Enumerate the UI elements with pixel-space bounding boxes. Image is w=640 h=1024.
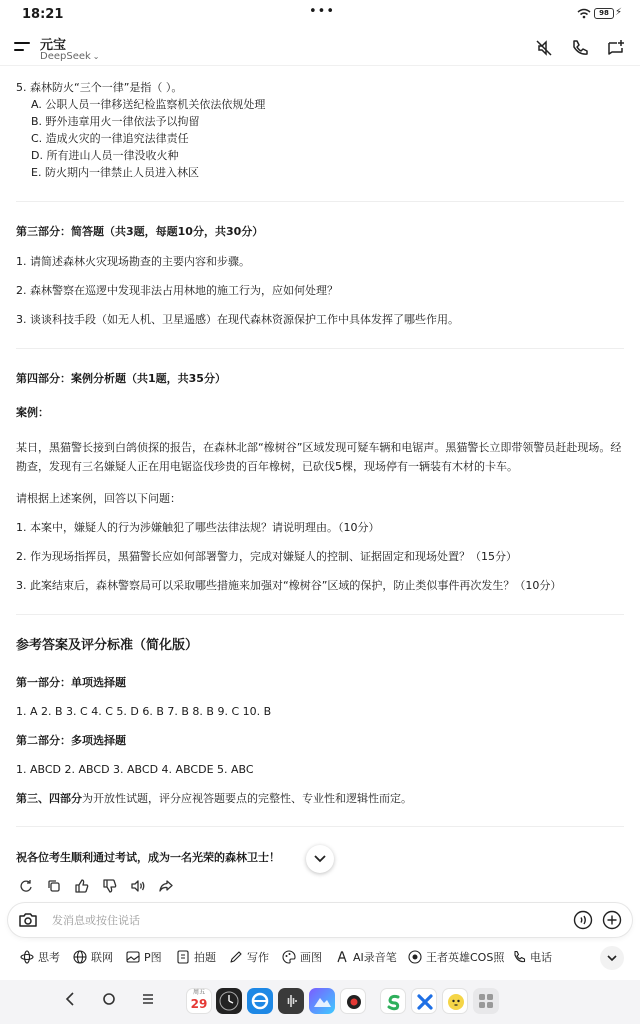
tool-cos-photo[interactable] — [408, 949, 504, 965]
case-label: 案例： — [16, 406, 49, 419]
think-icon — [20, 950, 34, 964]
message-input-placeholder[interactable]: 发消息或按住说话 — [52, 914, 140, 927]
mute-icon[interactable] — [533, 37, 555, 59]
answers-heading: 参考答案及评分标准（简化版） — [16, 638, 199, 653]
divider — [16, 614, 624, 615]
part4-question-1: 1. 本案中，嫌疑人的行为涉嫌触犯了哪些法律法规？请说明理由。（10分） — [16, 521, 380, 534]
camera-app-icon[interactable] — [340, 988, 366, 1014]
lens-icon — [341, 989, 367, 1015]
tool-writing[interactable] — [229, 949, 269, 965]
tool-ai-recorder[interactable] — [335, 949, 397, 965]
part3-question-2: 2. 森林警察在巡逻中发现非法占用林地的施工行为，应如何处理？ — [16, 284, 338, 297]
tool-label: 联网 — [91, 951, 113, 964]
x-app-icon[interactable] — [411, 988, 437, 1014]
share-icon[interactable] — [158, 878, 174, 894]
message-input-bar[interactable] — [8, 903, 632, 937]
home-icon[interactable] — [102, 992, 116, 1006]
yuanbao-app-icon[interactable] — [442, 988, 468, 1014]
green-app-icon[interactable] — [380, 988, 406, 1014]
closing-line: 祝各位考生顺利通过考试，成为一名光荣的森林卫士！ — [16, 851, 280, 864]
menu-icon[interactable] — [14, 40, 30, 54]
browser-icon — [247, 988, 273, 1014]
app-drawer-icon[interactable] — [473, 988, 499, 1014]
tool-label: 思考 — [38, 951, 60, 964]
voice-icon[interactable] — [573, 910, 593, 930]
thumbs-up-icon[interactable] — [74, 878, 90, 894]
answers-part1-label: 第一部分：单项选择题 — [16, 676, 126, 689]
answers-part34-label: 第三、四部分 — [16, 792, 82, 805]
tool-think[interactable] — [20, 949, 60, 965]
clock-icon — [216, 988, 242, 1014]
answers-part34-text: 为开放性试题，评分应视答题要点的完整性、专业性和逻辑性而定。 — [82, 792, 412, 805]
mountain-icon — [309, 988, 335, 1014]
tool-label: AI录音笔 — [353, 951, 397, 964]
part3-question-3: 3. 谈谈科技手段（如无人机、卫星遥感）在现代森林资源保护工作中具体发挥了哪些作用。 — [16, 313, 459, 326]
answers-part34 — [16, 791, 412, 807]
tool-photo-question[interactable] — [176, 949, 216, 965]
tool-image-edit[interactable] — [126, 949, 162, 965]
pen-icon — [229, 950, 243, 964]
recents-icon[interactable] — [141, 992, 155, 1006]
phone-icon — [512, 950, 526, 964]
part4-question-2: 2. 作为现场指挥员，黑猫警长应如何部署警力，完成对嫌疑人的控制、证据固定和现场处置？（15分） — [16, 550, 517, 563]
refresh-icon[interactable] — [18, 878, 34, 894]
question-5-stem: 5. 森林防火“三个一律”是指（ ）。 — [16, 81, 183, 94]
tool-label: P图 — [144, 951, 162, 964]
ai-recorder-icon — [335, 950, 349, 964]
new-chat-icon[interactable] — [605, 37, 627, 59]
document-scan-icon — [176, 950, 190, 964]
tools-expand-button[interactable] — [600, 946, 624, 970]
case-prompt: 请根据上述案例，回答以下问题： — [16, 492, 181, 505]
plus-icon[interactable] — [602, 910, 622, 930]
part4-heading: 第四部分：案例分析题（共1题，共35分） — [16, 372, 226, 385]
chevron-down-icon: ⌄ — [92, 52, 100, 61]
status-time: 18:21 — [22, 7, 64, 22]
system-dock — [0, 980, 640, 1024]
swirl-icon — [381, 989, 407, 1015]
option-e: E. 防火期内一律禁止人员进入林区 — [31, 166, 199, 179]
calendar-weekday: 周五 — [192, 989, 205, 996]
chevron-down-icon — [607, 955, 617, 962]
part3-heading: 第三部分：简答题（共3题，每题10分，共30分） — [16, 225, 264, 238]
sound-wave-icon — [278, 988, 304, 1014]
charging-icon: ⚡ — [615, 7, 623, 18]
tool-label: 电话 — [530, 951, 552, 964]
x-logo-icon — [412, 989, 438, 1015]
divider — [16, 348, 624, 349]
part3-question-1: 1. 请简述森林火灾现场勘查的主要内容和步骤。 — [16, 255, 250, 268]
calendar-day: 29 — [190, 997, 208, 1011]
back-icon[interactable] — [64, 992, 76, 1006]
model-name: DeepSeek — [40, 51, 91, 62]
model-selector[interactable] — [40, 51, 100, 62]
chick-icon — [443, 989, 469, 1015]
image-icon — [126, 950, 140, 964]
tool-label: 画图 — [300, 951, 322, 964]
tool-web[interactable] — [73, 949, 113, 965]
option-b: B. 野外违章用火一律依法予以拘留 — [31, 115, 200, 128]
chevron-down-icon — [314, 855, 326, 863]
part4-question-3: 3. 此案结束后，森林警察局可以采取哪些措施来加强对“橡树谷”区域的保护，防止类似事件再次发生？（10分） — [16, 579, 562, 592]
tool-label: 写作 — [247, 951, 269, 964]
camera-icon[interactable] — [18, 910, 38, 930]
browser-app-icon[interactable] — [247, 988, 273, 1014]
speaker-icon[interactable] — [130, 878, 146, 894]
more-dots-icon[interactable]: ••• — [309, 4, 336, 19]
option-a: A. 公职人员一律移送纪检监察机关依法依规处理 — [31, 98, 266, 111]
scroll-down-button[interactable] — [306, 845, 334, 873]
chat-header — [0, 30, 640, 66]
tools-bar — [0, 945, 640, 971]
option-c: C. 造成火灾的一律追究法律责任 — [31, 132, 189, 145]
game-badge-icon — [408, 950, 422, 964]
tool-painting[interactable] — [282, 949, 322, 965]
grid-icon — [473, 988, 499, 1014]
recorder-app-icon[interactable] — [278, 988, 304, 1014]
clock-app-icon[interactable] — [216, 988, 242, 1014]
palette-icon — [282, 950, 296, 964]
tool-phone[interactable] — [512, 949, 552, 965]
case-text: 某日，黑猫警长接到白鸽侦探的报告，在森林北部“橡树谷”区域发现可疑车辆和电锯声。黑猫警长立即带领警员赶赴现场。经勘查，发现有三名嫌疑人正在用电锯盗伐珍贵的百年橡树，已砍伐5棵，现场停有一辆装有木材的卡车。 — [16, 441, 622, 473]
divider — [16, 826, 624, 827]
globe-icon — [73, 950, 87, 964]
battery-icon: 98 — [594, 8, 614, 19]
copy-icon[interactable] — [46, 878, 62, 894]
option-d: D. 所有进山人员一律没收火种 — [31, 149, 179, 162]
phone-icon[interactable] — [569, 37, 591, 59]
answers-part2: 1. ABCD 2. ABCD 3. ABCD 4. ABCDE 5. ABC — [16, 763, 254, 776]
gallery-app-icon[interactable] — [309, 988, 335, 1014]
tool-label: 王者英雄COS照 — [426, 951, 505, 964]
tool-label: 拍题 — [194, 951, 216, 964]
thumbs-down-icon[interactable] — [102, 878, 118, 894]
calendar-app-icon[interactable] — [186, 988, 212, 1014]
wifi-icon — [577, 8, 591, 19]
chat-title: 元宝 — [40, 38, 67, 53]
divider — [16, 201, 624, 202]
status-bar — [0, 0, 640, 28]
answers-part2-label: 第二部分：多项选择题 — [16, 734, 126, 747]
answers-part1: 1. A 2. B 3. C 4. C 5. D 6. B 7. B 8. B 9. C 10. B — [16, 705, 272, 718]
